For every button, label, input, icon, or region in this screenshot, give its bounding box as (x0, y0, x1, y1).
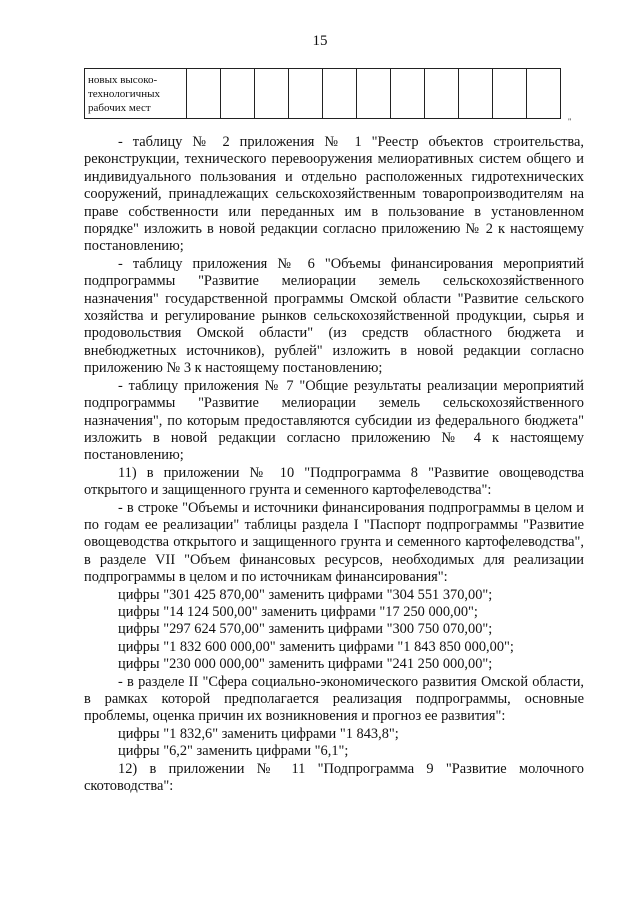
table-row-label (85, 69, 187, 119)
table-empty-cell (459, 69, 493, 119)
body-paragraph: 12) в приложении № 11 "Подпрограмма 9 "Развитие молочного скотоводства": (84, 760, 584, 795)
table-empty-cell (425, 69, 459, 119)
figures-replacement-line: цифры "230 000 000,00" заменить цифрами "241 250 000,00"; (118, 656, 493, 673)
table-empty-cell (289, 69, 323, 119)
table-label-line-3: рабочих мест (88, 101, 151, 114)
body-paragraph: - в разделе II "Сфера социально-экономического развития Омской области, в рамках которой предполагается реализация подпрограммы, основные проблемы, оценка причин их возникновения и прогноз ее развития": (84, 673, 584, 725)
figures-replacement-line: цифры "1 832,6" заменить цифрами "1 843,8"; (118, 725, 399, 742)
table-empty-cell (391, 69, 425, 119)
table-row (85, 69, 561, 119)
table-fragment (84, 68, 561, 119)
table-empty-cell (221, 69, 255, 119)
table-empty-cell (255, 69, 289, 119)
figures-replacement-line: цифры "301 425 870,00" заменить цифрами "304 551 370,00"; (118, 586, 493, 603)
body-paragraph: - таблицу № 2 приложения № 1 "Реестр объектов строительства, реконструкции, технического перевооружения мелиоративных систем общего и индивидуального пользования и отдельно расположенных гидротехнических сооружений, принадлежащих сельскохозяйственным товаропроизводителям на праве собственности или переданных им в пользование в установленном порядке" изложить в новой редакции согласно приложению № 2 к настоящему постановлению; (84, 134, 584, 255)
table-empty-cell (357, 69, 391, 119)
figures-replacement-line: цифры "6,2" заменить цифрами "6,1"; (118, 743, 349, 760)
body-paragraph: - в строке "Объемы и источники финансирования подпрограммы в целом и по годам ее реализации" таблицы раздела I "Паспорт подпрограммы "Развитие овощеводства открытого и защищенного грунта и семенного картофелеводства", в разделе VII "Объем финансовых ресурсов, необходимых для реализации подпрограммы в целом и по источникам финансирования": (84, 499, 584, 586)
table-label-line-2: технологичных (88, 87, 160, 100)
table-empty-cell (493, 69, 527, 119)
document-body (84, 134, 584, 795)
page-number: 15 (312, 33, 328, 49)
figures-replacement-line: цифры "14 124 500,00" заменить цифрами "17 250 000,00"; (118, 603, 478, 620)
closing-quote-mark: " (568, 117, 572, 126)
table-empty-cell (187, 69, 221, 119)
figures-replacement-line: цифры "297 624 570,00" заменить цифрами "300 750 070,00"; (118, 621, 493, 638)
table-empty-cell (323, 69, 357, 119)
figures-replacement-line: цифры "1 832 600 000,00" заменить цифрами "1 843 850 000,00"; (118, 638, 514, 655)
table-label-line-1: новых высоко- (88, 73, 158, 86)
body-paragraph: 11) в приложении № 10 "Подпрограмма 8 "Развитие овощеводства открытого и защищенного грунта и семенного картофелеводства": (84, 464, 584, 499)
body-paragraph: - таблицу приложения № 6 "Объемы финансирования мероприятий подпрограммы "Развитие мелиорации земель сельскохозяйственного назначения" государственной программы Омской области "Развитие сельского хозяйства и регулирование рынков сельскохозяйственной продукции, сырья и продовольствия Омской области" (из средств областного бюджета и внебюджетных источников), рублей" изложить в новой редакции согласно приложению № 3 к настоящему постановлению; (84, 255, 584, 377)
table-empty-cell (527, 69, 561, 119)
body-paragraph: - таблицу приложения № 7 "Общие результаты реализации мероприятий подпрограммы "Развитие мелиорации земель сельскохозяйственного назначения", по которым предоставляются субсидии из федерального бюджета" изложить в новой редакции согласно приложению № 4 к настоящему постановлению; (84, 377, 584, 464)
